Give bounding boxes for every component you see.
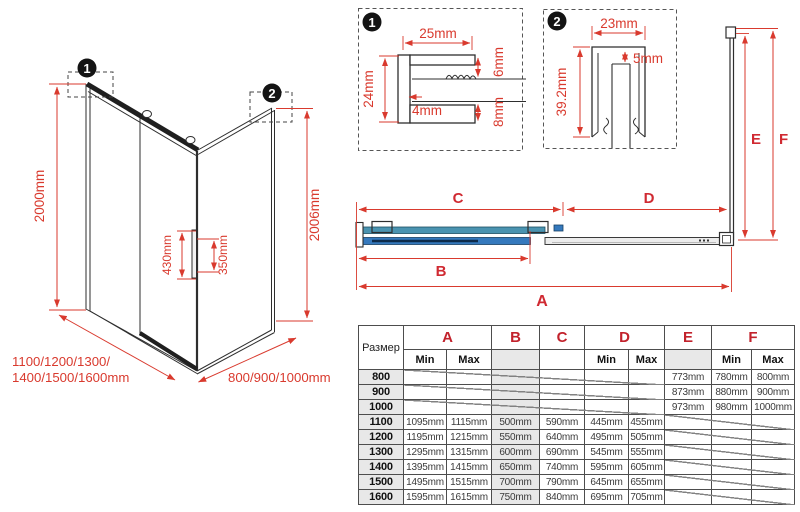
marker-1-number: 1 bbox=[83, 60, 91, 76]
table-cell: 1415mm bbox=[447, 460, 492, 475]
row-size-label: 1300 bbox=[359, 445, 404, 460]
header-col-f: F bbox=[712, 326, 795, 350]
empty-cell bbox=[752, 430, 795, 445]
door-stopper bbox=[554, 225, 563, 231]
dim-right-height: 2006mm bbox=[307, 188, 322, 242]
table-cell: 655mm bbox=[630, 476, 663, 488]
plan-view bbox=[356, 27, 788, 310]
plan-dim-c: C bbox=[452, 190, 464, 207]
dim-handle-inner: 350mm bbox=[216, 234, 230, 276]
table-body bbox=[359, 370, 795, 505]
rail-dot bbox=[699, 240, 701, 242]
header-f-max: Max bbox=[752, 350, 795, 370]
iso-shower-view bbox=[12, 59, 331, 386]
wall-profile-left bbox=[356, 223, 363, 248]
empty-cell bbox=[585, 385, 629, 400]
table-cell: 505mm bbox=[630, 431, 663, 443]
empty-cell bbox=[752, 460, 795, 475]
table-cell: 1315mm bbox=[447, 445, 492, 460]
marker-2-number: 2 bbox=[268, 85, 276, 101]
empty-cell bbox=[404, 400, 447, 415]
empty-cell bbox=[492, 370, 540, 385]
table-cell: 555mm bbox=[630, 446, 663, 458]
empty-cell bbox=[629, 370, 665, 385]
header-col-b: B bbox=[492, 326, 540, 350]
plan-dim-e: E bbox=[751, 131, 762, 148]
empty-cell bbox=[447, 400, 492, 415]
table-cell: 600mm bbox=[492, 445, 540, 460]
table-cell: 750mm bbox=[492, 490, 540, 505]
plan-dim-d: D bbox=[643, 190, 655, 207]
empty-cell bbox=[712, 475, 752, 490]
bottom-door-rail bbox=[140, 333, 197, 369]
table-row bbox=[359, 475, 795, 490]
empty-cell bbox=[629, 400, 665, 415]
dim-side-width: 800/900/1000mm bbox=[228, 370, 331, 385]
empty-cell bbox=[492, 385, 540, 400]
empty-cell bbox=[404, 385, 447, 400]
detail-1-dim-glass: 4mm bbox=[412, 103, 442, 118]
empty-cell bbox=[665, 430, 712, 445]
table-header bbox=[359, 326, 795, 370]
rail-dot bbox=[707, 240, 709, 242]
table-cell: 700mm bbox=[492, 475, 540, 490]
table-row bbox=[359, 385, 795, 400]
header-col-a: A bbox=[404, 326, 492, 350]
empty-cell bbox=[665, 415, 712, 430]
empty-cell bbox=[712, 445, 752, 460]
table-cell: 1195mm bbox=[404, 430, 447, 445]
table-cell: 980mm bbox=[712, 400, 752, 415]
shower-frame bbox=[86, 84, 275, 374]
empty-cell bbox=[712, 490, 752, 505]
table-cell: 605mm bbox=[630, 461, 663, 473]
table-cell: 595mm bbox=[585, 460, 629, 475]
table-row bbox=[359, 490, 795, 505]
table-cell: 1115mm bbox=[447, 415, 492, 430]
detail-1 bbox=[359, 9, 527, 151]
table-cell: 1395mm bbox=[404, 460, 447, 475]
table-cell: 1595mm bbox=[404, 490, 447, 505]
table-cell: 640mm bbox=[540, 430, 585, 445]
detail-1-dim-gap-top: 6mm bbox=[491, 47, 506, 77]
empty-cell bbox=[540, 385, 585, 400]
table-cell: 780mm bbox=[712, 370, 752, 385]
empty-cell bbox=[540, 370, 585, 385]
detail-2 bbox=[544, 10, 677, 149]
header-c-sub bbox=[540, 350, 585, 370]
empty-cell bbox=[629, 385, 665, 400]
dim-front-width-2: 1400/1500/1600mm bbox=[12, 370, 130, 385]
plan-dimensions bbox=[357, 29, 789, 311]
table-row bbox=[359, 445, 795, 460]
detail-2-dim-gap: 5mm bbox=[633, 51, 663, 66]
table-cell: 873mm bbox=[665, 385, 712, 400]
detail-2-dim-height: 39.2mm bbox=[554, 67, 569, 117]
dim-left-height: 2000mm bbox=[32, 169, 47, 223]
empty-cell bbox=[404, 370, 447, 385]
detail-2-marker-number: 2 bbox=[553, 13, 561, 29]
detail-1-dim-height: 24mm bbox=[361, 70, 376, 108]
table-cell: 1615mm bbox=[447, 490, 492, 505]
table-cell: 740mm bbox=[540, 460, 585, 475]
empty-cell bbox=[752, 490, 795, 505]
plan-dim-f: F bbox=[779, 131, 789, 148]
bottom-rail bbox=[545, 238, 729, 245]
table-cell: 880mm bbox=[712, 385, 752, 400]
table-cell: 1000mm bbox=[752, 400, 795, 415]
rail-dot bbox=[703, 240, 705, 242]
row-size-label: 1600 bbox=[359, 490, 404, 505]
table-cell: 445mm bbox=[585, 415, 629, 430]
empty-cell bbox=[585, 370, 629, 385]
iso-dimensions bbox=[12, 84, 331, 385]
table-cell: 1495mm bbox=[404, 475, 447, 490]
table-cell: 1215mm bbox=[447, 430, 492, 445]
roller-right bbox=[186, 137, 195, 144]
table-cell: 840mm bbox=[540, 490, 585, 505]
table-cell: 550mm bbox=[492, 430, 540, 445]
table-cell: 973mm bbox=[665, 400, 712, 415]
dim-front-width-1: 1100/1200/1300/ bbox=[12, 354, 111, 369]
header-a-min: Min bbox=[404, 350, 447, 370]
table-row bbox=[359, 430, 795, 445]
table-cell: 800mm bbox=[752, 370, 795, 385]
detail-1-dim-width: 25mm bbox=[419, 26, 457, 41]
empty-cell bbox=[665, 460, 712, 475]
row-size-label: 1400 bbox=[359, 460, 404, 475]
table-cell: 900mm bbox=[752, 385, 795, 400]
door-handle bbox=[192, 230, 197, 278]
side-wall-profile bbox=[726, 27, 736, 38]
empty-cell bbox=[752, 475, 795, 490]
plan-dim-a: A bbox=[536, 293, 548, 310]
header-d-max: Max bbox=[629, 350, 665, 370]
row-size-label: 800 bbox=[359, 370, 404, 385]
table-cell: 645mm bbox=[585, 475, 629, 490]
header-col-c: C bbox=[540, 326, 585, 350]
detail-2-dim-width: 23mm bbox=[600, 16, 638, 31]
table-cell: 705mm bbox=[630, 491, 663, 503]
empty-cell bbox=[492, 400, 540, 415]
header-b-sub bbox=[492, 350, 540, 370]
row-size-label: 1000 bbox=[359, 400, 404, 415]
table-cell: 545mm bbox=[585, 445, 629, 460]
empty-cell bbox=[540, 400, 585, 415]
empty-cell bbox=[665, 475, 712, 490]
row-size-label: 1500 bbox=[359, 475, 404, 490]
empty-cell bbox=[752, 445, 795, 460]
row-size-label: 1100 bbox=[359, 415, 404, 430]
corner-block bbox=[720, 233, 734, 246]
table-row bbox=[359, 460, 795, 475]
empty-cell bbox=[665, 490, 712, 505]
empty-cell bbox=[752, 415, 795, 430]
table-cell: 690mm bbox=[540, 445, 585, 460]
header-e-sub bbox=[665, 350, 712, 370]
table-cell: 1295mm bbox=[404, 445, 447, 460]
plan-dim-b: B bbox=[435, 263, 447, 280]
header-col-e: E bbox=[665, 326, 712, 350]
table-cell: 1515mm bbox=[447, 475, 492, 490]
table-cell: 695mm bbox=[585, 490, 629, 505]
row-size-label: 900 bbox=[359, 385, 404, 400]
header-size: Размер bbox=[359, 326, 404, 370]
table-cell: 495mm bbox=[585, 430, 629, 445]
empty-cell bbox=[447, 385, 492, 400]
table-row bbox=[359, 400, 795, 415]
table-row bbox=[359, 370, 795, 385]
empty-cell bbox=[447, 370, 492, 385]
table-cell: 590mm bbox=[540, 415, 585, 430]
empty-cell bbox=[665, 445, 712, 460]
table-cell: 1095mm bbox=[404, 415, 447, 430]
empty-cell bbox=[585, 400, 629, 415]
table-cell: 500mm bbox=[492, 415, 540, 430]
row-size-label: 1200 bbox=[359, 430, 404, 445]
empty-cell bbox=[712, 460, 752, 475]
header-col-d: D bbox=[585, 326, 665, 350]
detail-1-dim-gap-bottom: 8mm bbox=[491, 97, 506, 127]
size-table-wrap bbox=[358, 325, 794, 505]
empty-cell bbox=[712, 430, 752, 445]
empty-cell bbox=[712, 415, 752, 430]
size-table bbox=[358, 325, 795, 505]
header-d-min: Min bbox=[585, 350, 629, 370]
detail-1-marker-number: 1 bbox=[368, 14, 376, 30]
header-a-max: Max bbox=[447, 350, 492, 370]
table-cell: 650mm bbox=[492, 460, 540, 475]
dim-handle-outer: 430mm bbox=[160, 234, 174, 276]
table-cell: 790mm bbox=[540, 475, 585, 490]
header-f-min: Min bbox=[712, 350, 752, 370]
table-row bbox=[359, 415, 795, 430]
table-cell: 455mm bbox=[630, 416, 663, 428]
roller-left bbox=[143, 111, 152, 118]
top-sliding-rail bbox=[87, 84, 198, 150]
table-cell: 773mm bbox=[665, 370, 712, 385]
